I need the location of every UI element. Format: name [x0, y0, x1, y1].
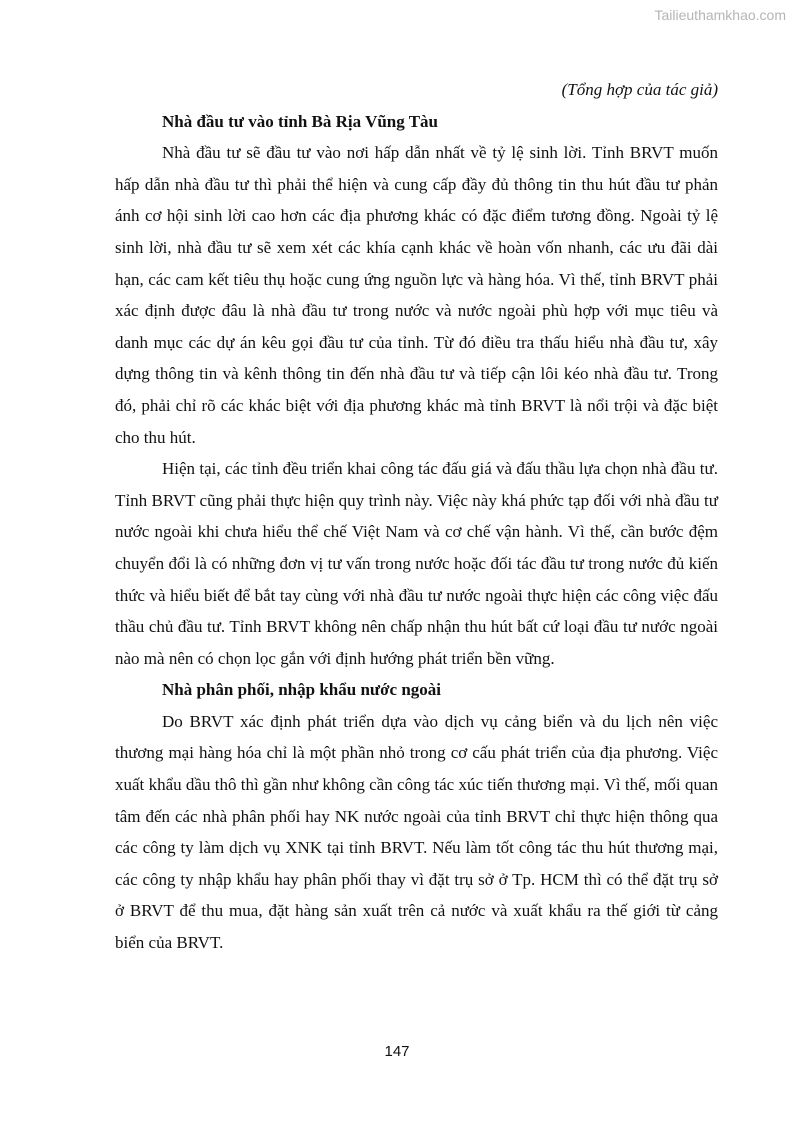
section-heading-distributors: Nhà phân phối, nhập khẩu nước ngoài [162, 680, 441, 700]
paragraph: Hiện tại, các tỉnh đều triển khai công tác đấu giá và đấu thầu lựa chọn nhà đầu tư. Tỉnh BRVT cũng phải thực hiện quy trình này. Việc này khá phức tạp đối với nhà đầu tư nước ngoài khi chưa hiểu thể chế Việt Nam và cơ chế vận hành. Vì thế, cần bước đệm chuyển đổi là có những đơn vị tư vấn trong nước hoặc đối tác đầu tư trong nước đủ kiến thức và hiểu biết để bắt tay cùng với nhà đầu tư nước ngoài thực hiện các công việc đấu thầu chủ đầu tư. Tỉnh BRVT không nên chấp nhận thu hút bất cứ loại đầu tư nước ngoài nào mà nên có chọn lọc gắn với định hướng phát triển bền vững. [115, 459, 718, 668]
page-number: 147 [384, 1043, 410, 1060]
section-heading-investors: Nhà đầu tư vào tỉnh Bà Rịa Vũng Tàu [162, 111, 439, 131]
source-note: (Tổng hợp của tác giả) [561, 80, 718, 99]
paragraph: Nhà đầu tư sẽ đầu tư vào nơi hấp dẫn nhất về tỷ lệ sinh lời. Tỉnh BRVT muốn hấp dẫn nhà đầu tư thì phải thể hiện và cung cấp đầy đủ thông tin thu hút đầu tư phản ánh cơ hội sinh lời cao hơn các địa phương khác có đặc điểm tương đồng. Ngoài tỷ lệ sinh lời, nhà đầu tư sẽ xem xét các khía cạnh khác về hoàn vốn nhanh, các ưu đãi dài hạn, các cam kết tiêu thụ hoặc cung ứng nguồn lực và hàng hóa. Vì thế, tỉnh BRVT phải xác định được đâu là nhà đầu tư trong nước và nước ngoài phù hợp với mục tiêu và danh mục các dự án kêu gọi đầu tư của tỉnh. Từ đó điều tra thấu hiểu nhà đầu tư, xây dựng thông tin và kênh thông tin đến nhà đầu tư và tiếp cận lôi kéo nhà đầu tư. Trong đó, phải chỉ rõ các khác biệt với địa phương khác mà tỉnh BRVT là nổi trội và đặc biệt cho thu hút. [115, 143, 718, 447]
paragraph: Do BRVT xác định phát triển dựa vào dịch vụ cảng biển và du lịch nên việc thương mại hàng hóa chỉ là một phần nhỏ trong cơ cấu phát triển của địa phương. Việc xuất khẩu dầu thô thì gần như không cần công tác xúc tiến thương mại. Vì thế, mối quan tâm đến các nhà phân phối hay NK nước ngoài của tỉnh BRVT chỉ thực hiện thông qua các công ty làm dịch vụ XNK tại tỉnh BRVT. Nếu làm tốt công tác thu hút thương mại, các công ty nhập khẩu hay phân phối thay vì đặt trụ sở ở Tp. HCM thì có thể đặt trụ sở ở BRVT để thu mua, đặt hàng sản xuất trên cả nước và xuất khẩu ra thế giới từ cảng biển của BRVT. [115, 711, 718, 953]
page-content [115, 74, 718, 959]
watermark: Tailieuthamkhao.com [654, 7, 786, 23]
